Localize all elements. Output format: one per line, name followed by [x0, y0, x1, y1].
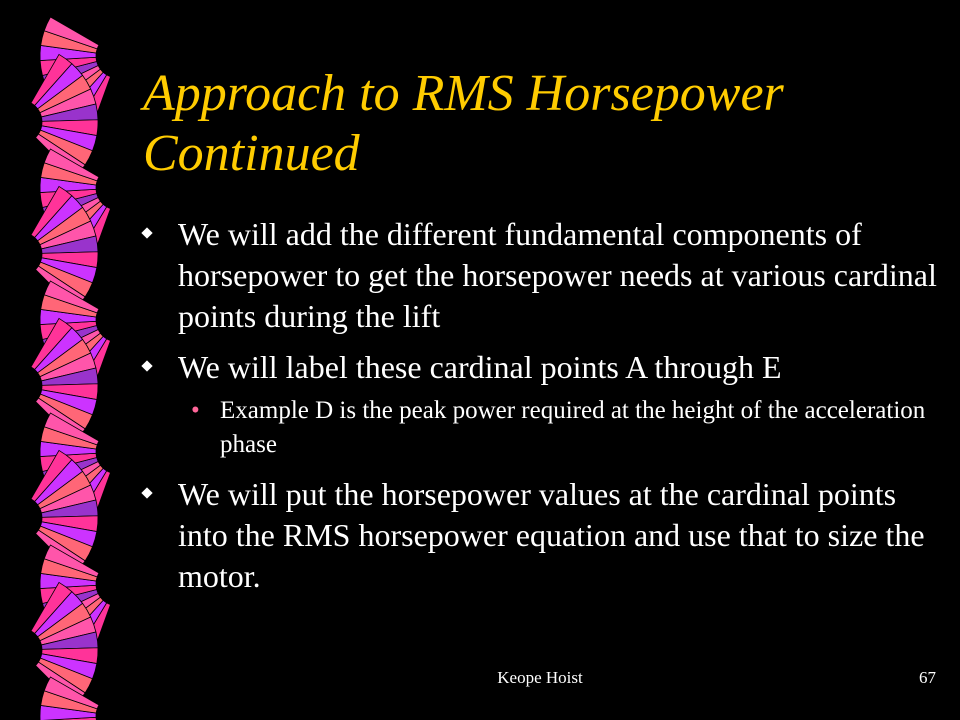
fan-decoration — [0, 0, 135, 720]
bullet-item — [143, 347, 943, 388]
title-line-2: Continued — [143, 125, 360, 182]
bullet-item — [143, 474, 943, 597]
footer-label: Keope Hoist — [497, 668, 583, 687]
page-number: 67 — [919, 668, 936, 687]
bullet-item — [143, 214, 943, 337]
sub-bullet-item — [191, 394, 940, 462]
bullet-text: We will put the horsepower values at the cardinal points into the RMS horsepower equation and use that to size the motor. — [178, 476, 925, 594]
bullet-text: We will add the different fundamental components of horsepower to get the horsepower needs at various cardinal points during the lift — [178, 216, 937, 334]
dot-bullet-icon: • — [191, 397, 200, 424]
diamond-bullet-icon — [141, 487, 152, 498]
sub-bullet-text: Example D is the peak power required at the height of the acceleration phase — [220, 397, 926, 458]
diamond-bullet-icon — [141, 227, 152, 238]
bullet-list — [143, 214, 943, 597]
title-line-1: Approach to RMS Horsepower — [143, 65, 784, 122]
diamond-bullet-icon — [141, 360, 152, 371]
bullet-text: We will label these cardinal points A through E — [178, 349, 782, 385]
slide-title — [143, 64, 943, 184]
